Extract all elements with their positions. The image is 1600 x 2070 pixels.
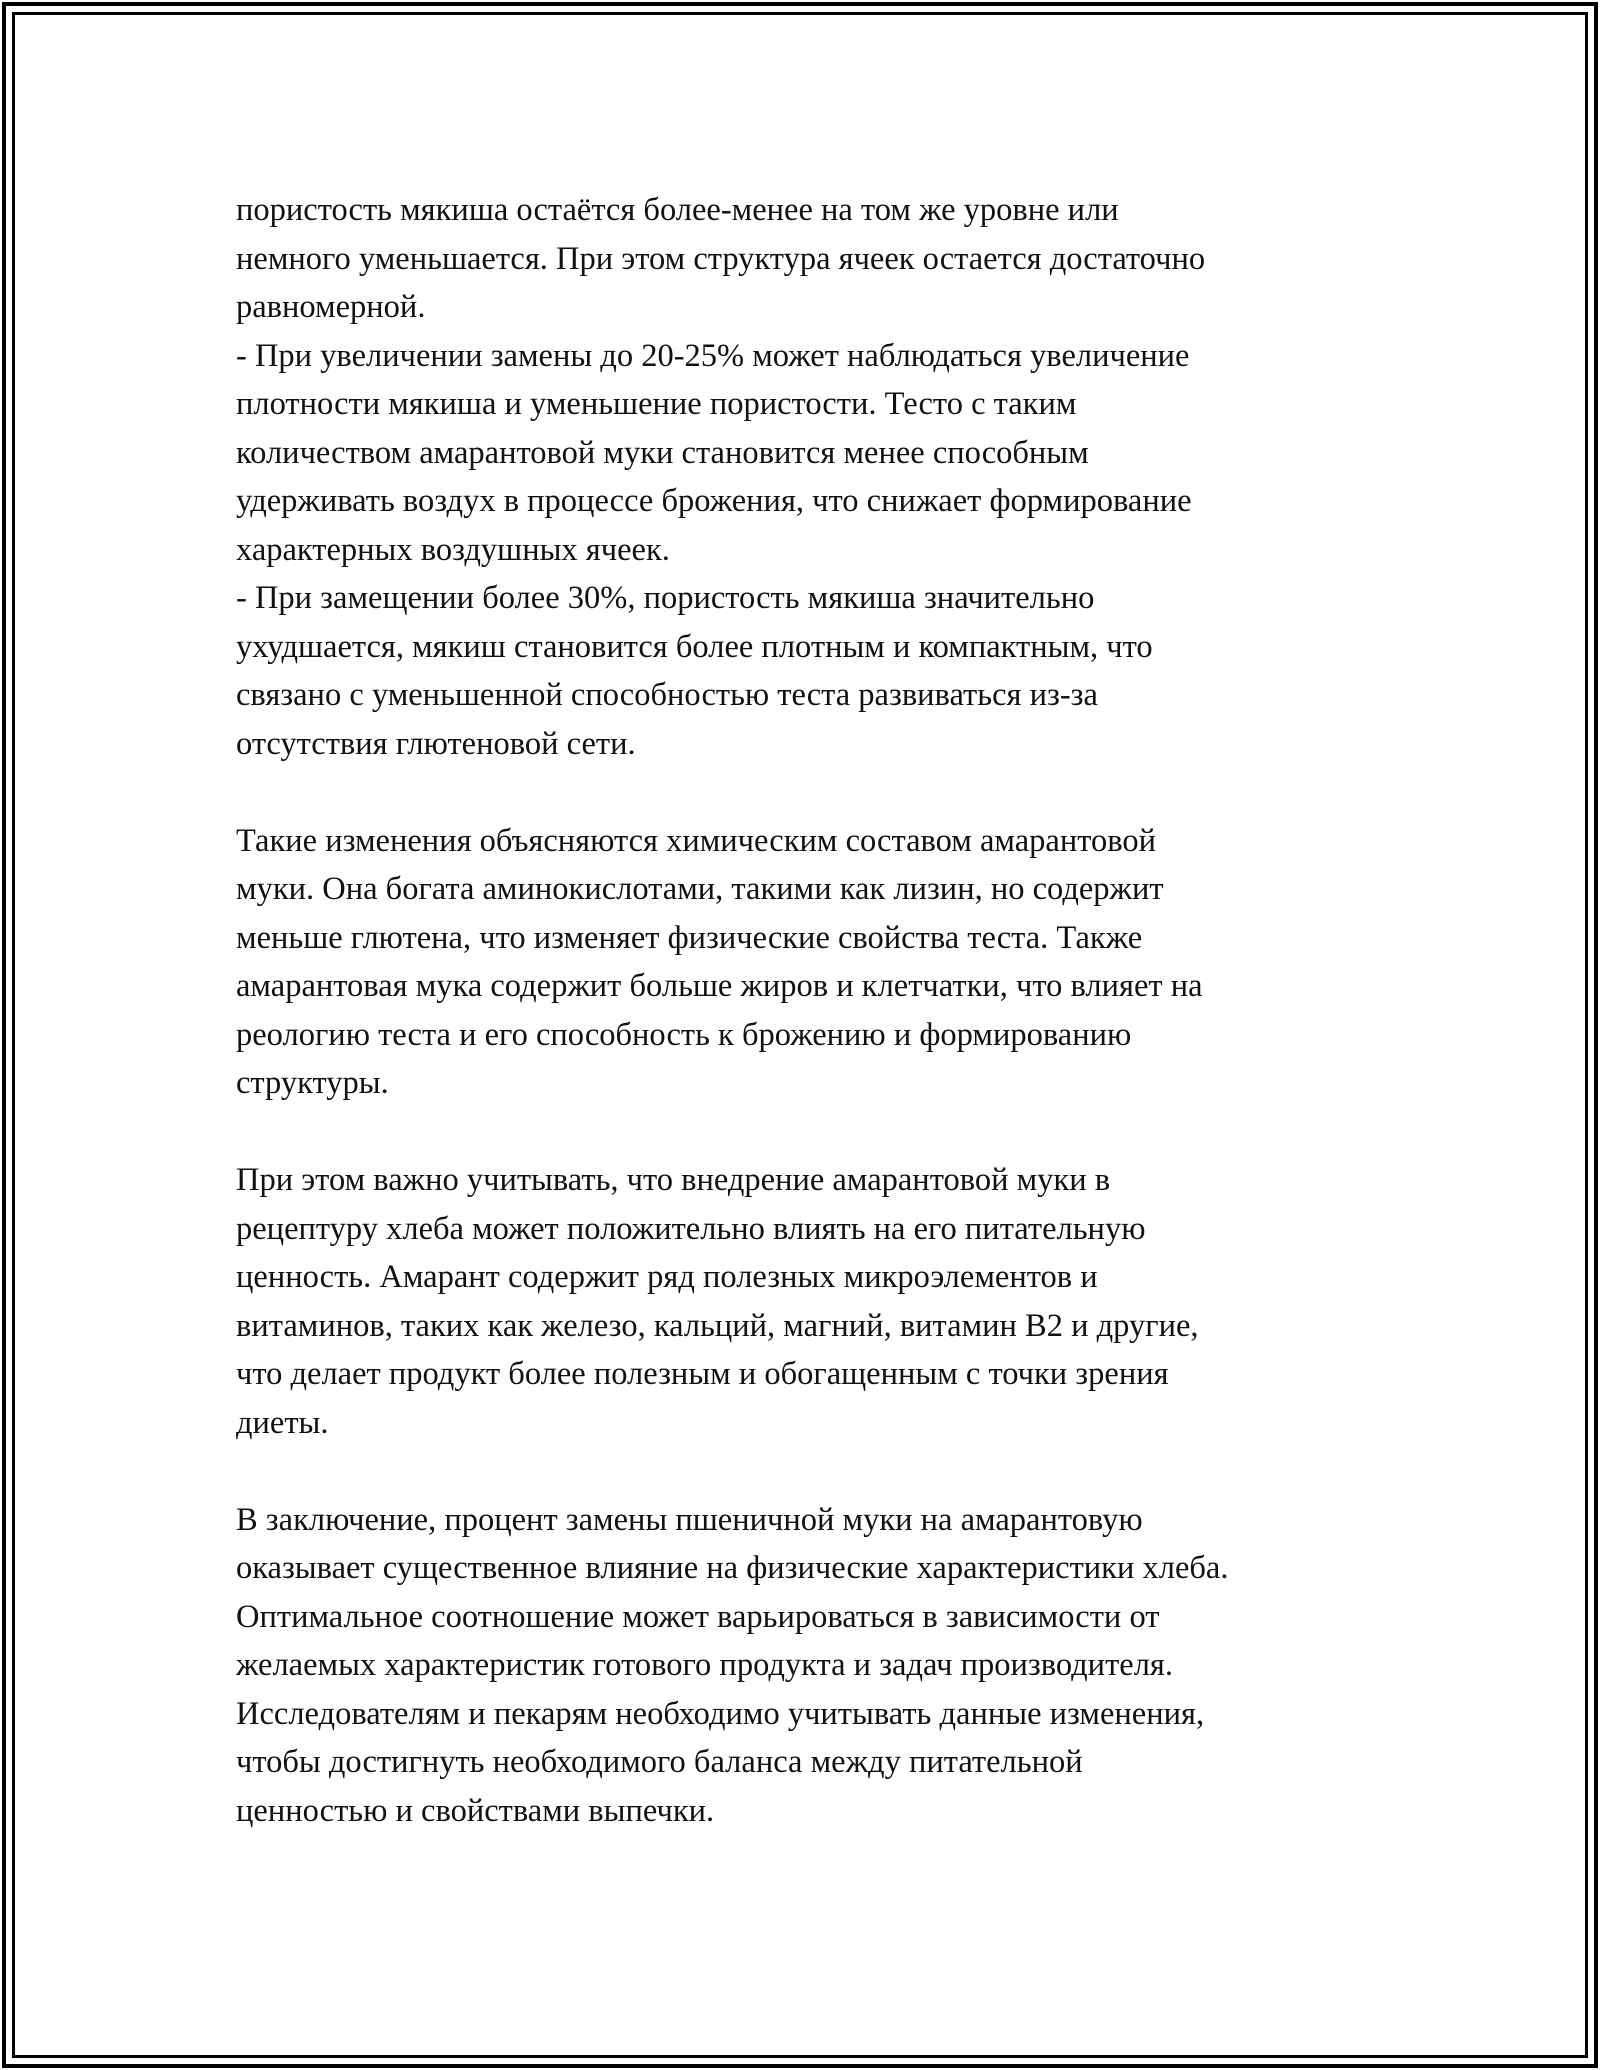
paragraph (236, 186, 1386, 768)
paragraph-spacer (236, 768, 1386, 817)
text-line: витаминов, таких как железо, кальций, магний, витамин B2 и другие, (236, 1307, 1199, 1344)
text-line: В заключение, процент замены пшеничной муки на амарантовую (236, 1501, 1143, 1538)
paragraph (236, 817, 1386, 1108)
text-line: плотности мякиша и уменьшение пористости. Тесто с таким (236, 386, 1077, 422)
text-line: муки. Она богата аминокислотами, такими как лизин, но содержит (236, 871, 1164, 907)
text-line: немного уменьшается. При этом структура ячеек остается достаточно (236, 240, 1206, 277)
text-line: При этом важно учитывать, что внедрение амарантовой муки в (236, 1162, 1111, 1198)
text-line: что делает продукт более полезным и обогащенным с точки зрения (236, 1356, 1169, 1392)
text-line: Исследователям и пекарям необходимо учитывать данные изменения, (236, 1695, 1205, 1732)
text-line: - При замещении более 30%, пористость мякиша значительно (236, 580, 1095, 616)
text-line: равномерной. (236, 289, 426, 325)
text-line: оказывает существенное влияние на физические характеристики хлеба. (236, 1550, 1229, 1586)
text-line: реологию теста и его способность к брожению и формированию (236, 1016, 1132, 1053)
text-line: ценность. Амарант содержит ряд полезных микроэлементов и (236, 1259, 1098, 1295)
document-body (236, 186, 1386, 1835)
text-line: ценностью и свойствами выпечки. (236, 1792, 715, 1829)
paragraph-spacer (236, 1108, 1386, 1157)
text-line: удерживать воздух в процессе брожения, что снижает формирование (236, 483, 1192, 519)
paragraph (236, 1496, 1386, 1836)
text-line: Оптимальное соотношение может варьироваться в зависимости от (236, 1598, 1160, 1635)
text-line: характерных воздушных ячеек. (236, 531, 670, 568)
text-line: количеством амарантовой муки становится менее способным (236, 434, 1089, 471)
text-line: Такие изменения объясняются химическим составом амарантовой (236, 822, 1156, 859)
text-line: отсутствия глютеновой сети. (236, 725, 636, 762)
text-line: связано с уменьшенной способностью теста развиваться из-за (236, 677, 1098, 713)
text-line: амарантовая мука содержит больше жиров и клетчатки, что влияет на (236, 968, 1203, 1004)
text-line: диеты. (236, 1404, 329, 1441)
text-line: меньше глютена, что изменяет физические свойства теста. Также (236, 919, 1143, 956)
paragraph (236, 1156, 1386, 1447)
text-line: - При увеличении замены до 20-25% может наблюдаться увеличение (236, 337, 1190, 374)
text-line: чтобы достигнуть необходимого баланса между питательной (236, 1744, 1083, 1780)
text-line: ухудшается, мякиш становится более плотным и компактным, что (236, 628, 1153, 665)
text-line: структуры. (236, 1065, 389, 1101)
text-line: рецептуру хлеба может положительно влиять на его питательную (236, 1210, 1146, 1247)
text-line: желаемых характеристик готового продукта и задач производителя. (236, 1647, 1173, 1683)
paragraph-spacer (236, 1447, 1386, 1496)
text-line: пористость мякиша остаётся более-менее на том же уровне или (236, 192, 1119, 228)
